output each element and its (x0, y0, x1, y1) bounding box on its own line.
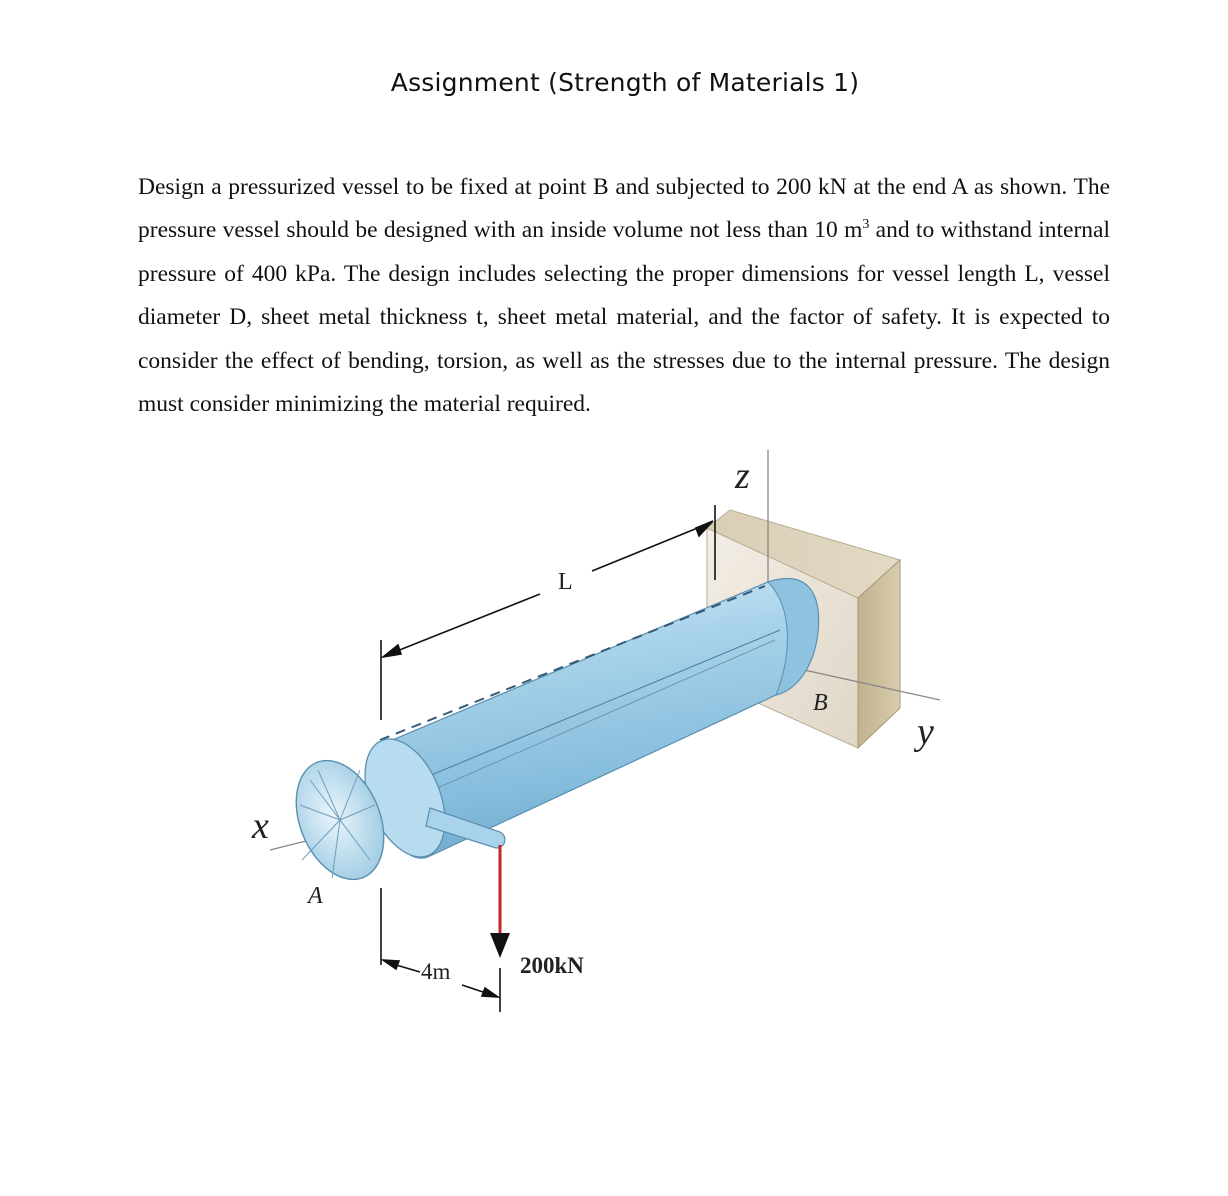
dimension-line-right (592, 527, 700, 571)
load-label: 200kN (520, 953, 584, 978)
point-a-label: A (308, 883, 323, 909)
load-arrowhead (490, 933, 510, 958)
applied-load (490, 845, 510, 958)
offset-arrowhead-left (383, 960, 399, 969)
offset-arrowhead-right (482, 988, 498, 997)
problem-text-part1: Design a pressurized vessel to be fixed at point B and subjected to 200 kN at the end A as shown. The pressure vessel should be designed with an inside volume not less than 10 m (138, 174, 1110, 244)
axis-z-label: z (735, 455, 750, 497)
length-label: L (558, 569, 573, 595)
problem-text-part2: and to withstand internal pressure of 400 kPa. The design includes selecting the proper dimensions for vessel length L, vessel diameter D, sheet metal thickness t, sheet metal material, and the factor of safety. It is expected to consider the effect of bending, torsion, as well as the stresses due to the internal pressure. The design must consider minimizing the material required. (138, 217, 1110, 418)
axis-x-label: x (252, 805, 269, 847)
pressure-vessel (280, 579, 819, 893)
volume-exponent: 3 (862, 217, 870, 233)
assignment-title: Assignment (Strength of Materials 1) (390, 68, 860, 97)
point-b-label: B (813, 690, 828, 716)
dimension-arrowhead-left (383, 645, 401, 657)
offset-dimension (381, 888, 500, 1012)
axis-y-label: y (917, 711, 934, 753)
dimension-line-left (392, 594, 540, 653)
offset-label: 4m (421, 959, 451, 984)
